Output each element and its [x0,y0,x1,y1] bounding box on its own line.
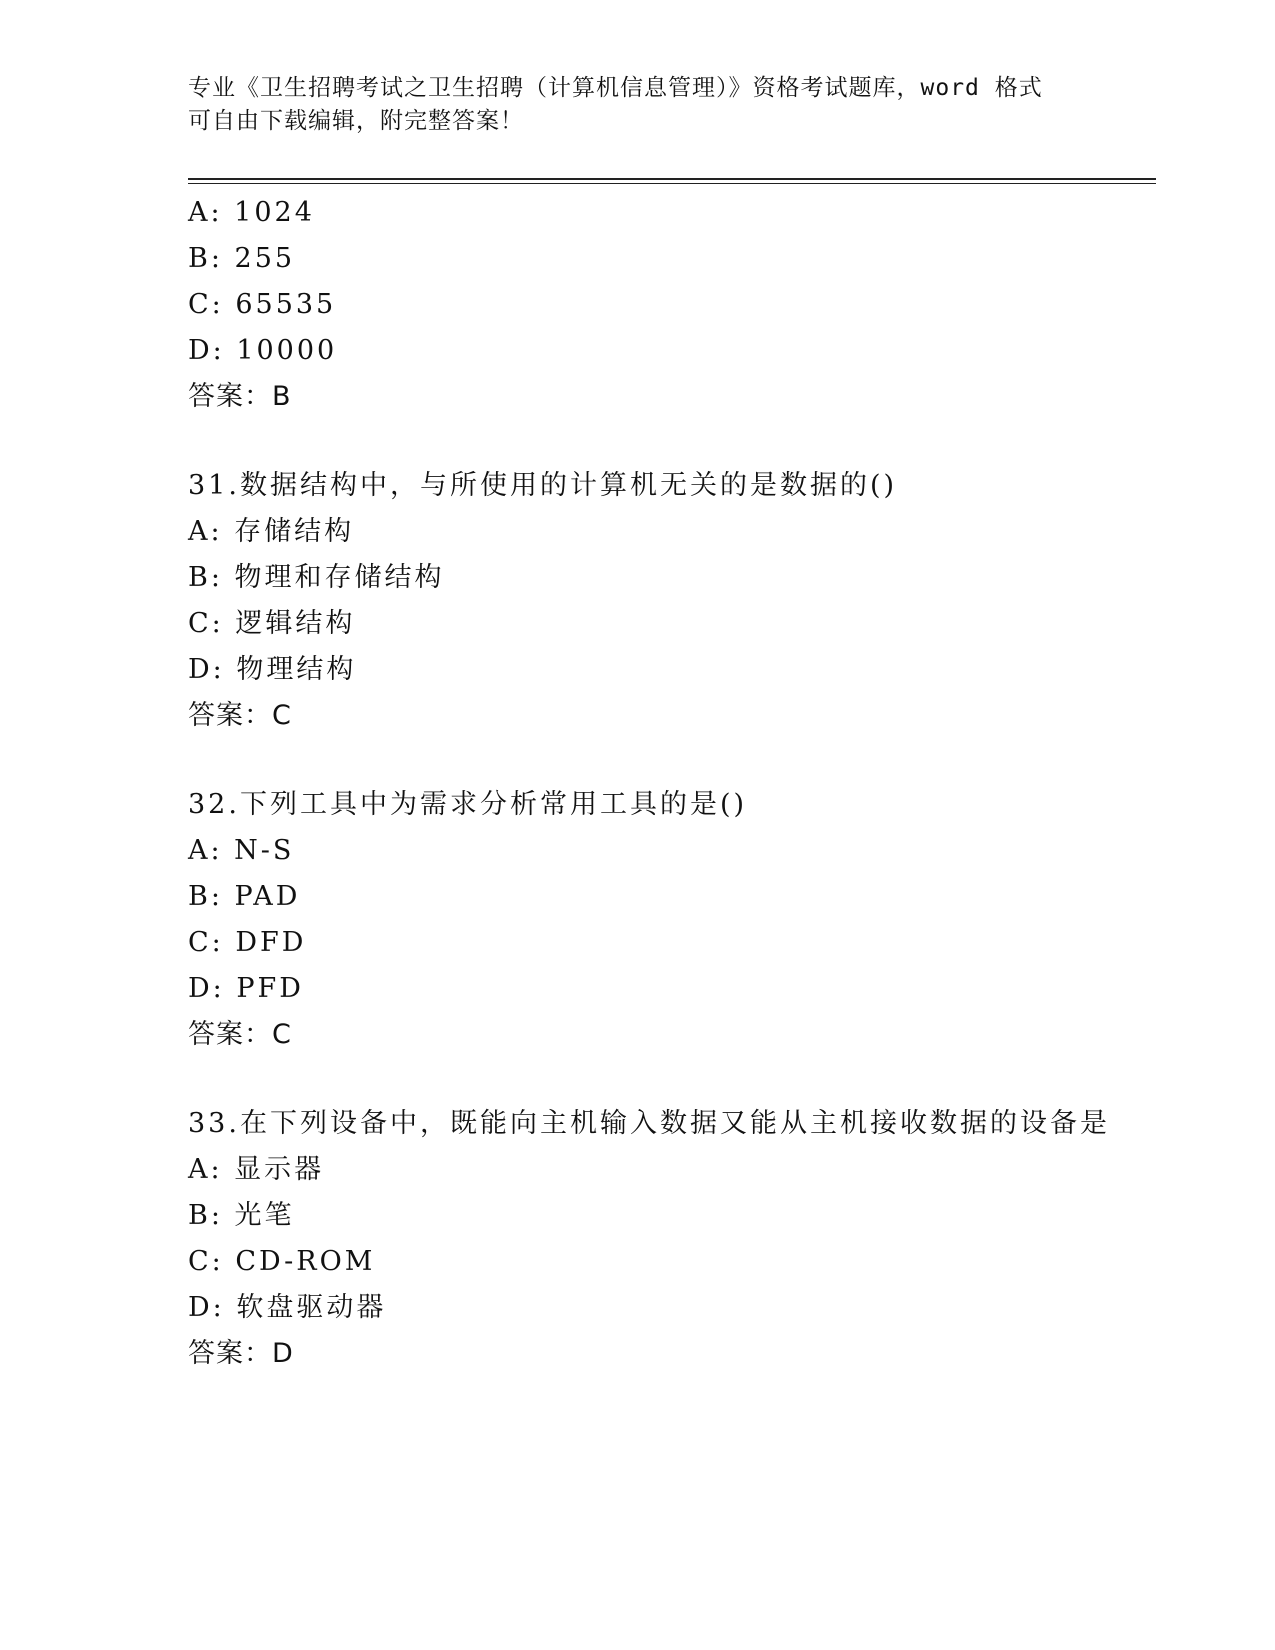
question-31-block [188,463,1148,739]
header-line-1: 专业《卫生招聘考试之卫生招聘（计算机信息管理）》资格考试题库，word 格式 [188,75,1043,101]
header-divider-thick [188,178,1156,180]
header-line-2: 可自由下载编辑，附完整答案！ [188,108,524,134]
question-text: 32.下列工具中为需求分析常用工具的是() [188,789,748,820]
option-c: C: DFD [188,927,307,958]
option-b: B: 光笔 [188,1200,295,1231]
question-33-block [188,1101,1148,1377]
option-a: A: N-S [188,835,295,866]
answer-line: 答案：C [188,1019,292,1050]
question-32-block [188,782,1148,1058]
question-text: 31.数据结构中，与所使用的计算机无关的是数据的() [188,470,898,501]
spacer [188,420,1148,463]
option-b: B: 物理和存储结构 [188,562,445,593]
answer-line: 答案：C [188,700,292,731]
option-a: A: 1024 [188,197,315,228]
option-c: C: 逻辑结构 [188,608,356,639]
option-c: C: CD-ROM [188,1246,376,1277]
spacer [188,739,1148,782]
option-c: C: 65535 [188,289,337,320]
answer-line: 答案：D [188,1338,294,1369]
option-b: B: 255 [188,243,296,274]
question-30-block [188,190,1148,420]
answer-line: 答案：B [188,381,292,412]
header-divider-thin [188,183,1156,184]
option-a: A: 存储结构 [188,516,355,547]
option-a: A: 显示器 [188,1154,325,1185]
option-d: D: PFD [188,973,304,1004]
document-header [188,72,1088,138]
question-text: 33.在下列设备中，既能向主机输入数据又能从主机接收数据的设备是 [188,1108,1110,1139]
option-d: D: 10000 [188,335,338,366]
option-b: B: PAD [188,881,301,912]
option-d: D: 软盘驱动器 [188,1292,387,1323]
option-d: D: 物理结构 [188,654,357,685]
question-list [188,190,1148,1377]
spacer [188,1058,1148,1101]
